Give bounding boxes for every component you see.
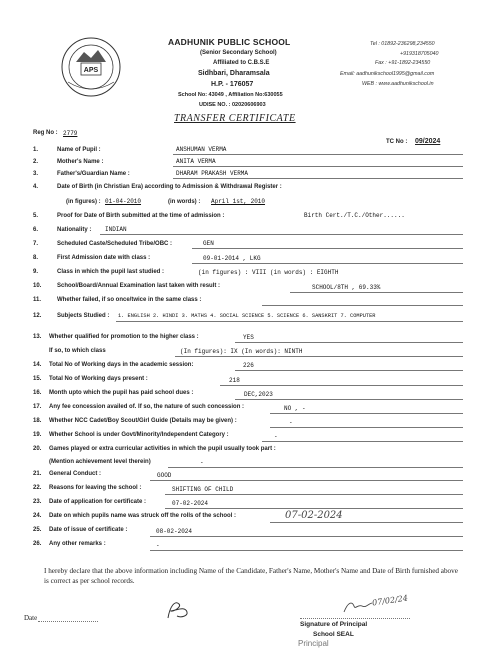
- contact-tel: Tel : 01892-236298,234550: [370, 41, 435, 47]
- principal-handwritten-date: 07/02/24: [371, 593, 409, 608]
- field-22-label: Reasons for leaving the school :: [49, 485, 142, 491]
- principal-signature-mark: [342, 598, 374, 616]
- field-3-label: Father's/Guardian Name :: [57, 171, 130, 177]
- field-1-line: [173, 154, 463, 155]
- field-19-num: 19.: [33, 432, 42, 438]
- field-1-num: 1.: [33, 147, 39, 153]
- contact-web: WEB : www.aadhunikschool.in: [362, 81, 434, 87]
- field-10-label: School/Board/Annual Examination last taken with result :: [57, 283, 221, 289]
- field-12-label: Subjects Studied :: [57, 313, 110, 319]
- certificate-title: TRANSFER CERTIFICATE: [174, 113, 296, 124]
- field-15-value: 218: [229, 377, 240, 384]
- reg-no-label: Reg No :: [33, 130, 58, 136]
- field-24-label: Date on which pupils name was struck off the rolls of the school :: [49, 513, 237, 519]
- school-name: AADHUNIK PUBLIC SCHOOL: [168, 37, 291, 47]
- school-type: (Senior Secondary School): [200, 50, 277, 56]
- field-16-label: Month upto which the pupil has paid school dues :: [49, 390, 194, 396]
- field-5-num: 5.: [33, 213, 39, 219]
- field-23-num: 23.: [33, 499, 42, 505]
- field-18-value: -: [289, 419, 293, 426]
- field-25-value: 08-02-2024: [156, 528, 193, 535]
- field-1-label: Name of Pupil :: [57, 147, 101, 153]
- field-13-value: YES: [243, 334, 254, 341]
- signature-mark: [165, 598, 191, 622]
- field-18-num: 18.: [33, 418, 42, 424]
- date-label: Date: [24, 614, 38, 622]
- field-22-line: [165, 494, 463, 495]
- field-20-line: [168, 467, 463, 468]
- field-4-label: Date of Birth (in Christian Era) according to Admission & Withdrawal Register :: [57, 184, 282, 190]
- field-24-value: 07-02-2024: [285, 510, 343, 521]
- field-26-line: [150, 550, 463, 551]
- field-7-value: GEN: [203, 240, 214, 247]
- school-no: School No: 43049 , Affiliation No:630055: [178, 92, 283, 98]
- field-20b-label: (Mention achievement level therein): [49, 459, 151, 465]
- field-13-num-real: 13.: [33, 334, 42, 340]
- field-13-line: [235, 342, 463, 343]
- field-6-line: [100, 234, 463, 235]
- field-2-num: 2.: [33, 159, 39, 165]
- field-12-value: 1. ENGLISH 2. HINDI 3. MATHS 4. SOCIAL SCIENCE 5. SCIENCE 6. SANSKRIT 7. COMPUTER: [118, 313, 376, 319]
- field-18-label: Whether NCC Cadet/Boy Scout/Girl Guide (Details may be given) :: [49, 418, 237, 424]
- field-23-line: [165, 508, 463, 509]
- field-8-num: 8.: [33, 255, 39, 261]
- field-21-value: GOOD: [157, 472, 172, 479]
- contact-fax: Fax : +91-1892-234550: [375, 60, 431, 66]
- dob-figures-label: (in figures) :: [66, 199, 101, 205]
- field-26-num: 26.: [33, 541, 42, 547]
- field-23-label: Date of application for certificate :: [49, 499, 147, 505]
- field-17-value: NO , -: [284, 405, 306, 412]
- field-25-label: Date of issue of certificate :: [49, 527, 128, 533]
- field-25-num: 25.: [33, 527, 42, 533]
- field-23-value: 07-02-2024: [172, 500, 209, 507]
- field-10-num: 10.: [33, 283, 42, 289]
- field-17-line: [270, 413, 463, 414]
- field-14-num: 14.: [33, 362, 42, 368]
- field-26-label: Any other remarks :: [49, 541, 106, 547]
- field-22-num: 22.: [33, 485, 42, 491]
- field-16-line: [235, 399, 463, 400]
- udise-no: UDISE NO. : 02020606903: [199, 102, 266, 108]
- reg-no-value: 2779: [63, 130, 78, 137]
- field-2-value: ANITA VERMA: [176, 158, 216, 165]
- field-6-num: 6.: [33, 227, 39, 233]
- dob-words-label: (in words) :: [168, 199, 201, 205]
- field-17-label: Any fee concession availed of. If so, the nature of such concession :: [49, 404, 245, 410]
- logo-text: APS: [83, 67, 99, 74]
- principal-stamp-text: Principal: [298, 639, 329, 648]
- field-7-label: Scheduled Caste/Scheduled Tribe/OBC :: [57, 241, 173, 247]
- field-21-label: General Conduct :: [49, 471, 102, 477]
- field-5-label: Proof for Date of Birth submitted at the time of admission :: [57, 213, 225, 219]
- field-6-label: Nationality :: [57, 227, 92, 233]
- field-10-value: SCHOOL/8TH , 69.33%: [312, 284, 381, 291]
- affiliation: Affiliated to C.B.S.E: [213, 60, 270, 66]
- field-2-label: Mother's Name :: [57, 159, 104, 165]
- field-16-value: DEC,2023: [244, 391, 273, 398]
- tc-no-label: TC No :: [386, 139, 408, 145]
- field-18-line: [270, 427, 463, 428]
- field-25-line: [150, 536, 463, 537]
- field-10-line: [290, 292, 463, 293]
- field-12-num: 12.: [33, 313, 42, 319]
- field-21-line: [150, 480, 463, 481]
- field-13b-label: If so, to which class: [49, 348, 106, 354]
- contact-mobile: +919318705040: [400, 51, 439, 57]
- field-14-line: [235, 370, 463, 371]
- field-3-num: 3.: [33, 171, 39, 177]
- field-8-label: First Admission date with class :: [57, 255, 151, 261]
- field-3-line: [173, 178, 463, 179]
- school-logo: [60, 36, 122, 98]
- field-13b-line: [175, 356, 463, 357]
- field-19-value: -: [274, 433, 278, 440]
- field-19-label: Whether School is under Govt/Minority/Independent Category :: [49, 432, 229, 438]
- field-11-label: Whether failed, if so once/twice in the same class :: [57, 297, 202, 303]
- declaration-text: I hereby declare that the above information including Name of the Candidate, Father's Name, Mother's Name and Date of Birth furnished above is correct as per school records.: [44, 567, 458, 585]
- field-9-num: 9.: [33, 269, 39, 275]
- school-seal-label: School SEAL: [313, 631, 354, 638]
- field-14-label: Total No of Working days in the academic session:: [49, 362, 194, 368]
- field-20b-value: -: [200, 459, 204, 466]
- field-1-value: ANSHUMAN VERMA: [176, 146, 227, 153]
- tc-no-value: 09/2024: [415, 138, 441, 145]
- field-7-num: 7.: [33, 241, 39, 247]
- contact-email: Email: aadhunikschool1995@gmail.com: [340, 71, 435, 77]
- field-4-num: 4.: [33, 184, 39, 190]
- field-11-num: 11.: [33, 297, 42, 303]
- field-6-value: INDIAN: [105, 226, 127, 233]
- field-5-value: Birth Cert./T.C./Other......: [304, 212, 405, 219]
- field-24-line: [270, 522, 463, 523]
- field-26-value: -: [156, 542, 160, 549]
- field-16-num: 16.: [33, 390, 42, 396]
- principal-sign-line: [300, 618, 410, 619]
- field-3-value: DHARAM PRAKASH VERMA: [176, 170, 249, 177]
- field-7-line: [192, 248, 463, 249]
- field-12-line: [116, 321, 463, 322]
- dob-figures-value: 01-04-2010: [105, 198, 142, 205]
- field-15-line: [220, 385, 463, 386]
- field-2-line: [173, 166, 463, 167]
- field-24-num: 24.: [33, 513, 42, 519]
- field-9-value: (in figures) : VIII (in words) : EIGHTH: [198, 269, 339, 276]
- date-line: [38, 621, 98, 622]
- field-21-num: 21.: [33, 471, 42, 477]
- field-11-line: [262, 305, 463, 306]
- dob-words-value: April 1st, 2010: [211, 198, 266, 205]
- field-19-line: [262, 441, 463, 442]
- field-13b-value: (In figures): IX (In words): NINTH: [180, 348, 303, 355]
- school-address: Sidhbari, Dharamsala: [198, 70, 270, 77]
- field-8-value: 09-01-2014 , LKG: [203, 255, 261, 262]
- field-15-label: Total No of Working days present :: [49, 376, 148, 382]
- field-17-num: 17.: [33, 404, 42, 410]
- principal-sign-label: Signature of Principal: [300, 621, 368, 628]
- field-15-num: 15.: [33, 376, 42, 382]
- field-9-label: Class in which the pupil last studied :: [57, 269, 165, 275]
- school-state: H.P. - 176057: [211, 81, 254, 88]
- field-20-num: 20.: [33, 446, 42, 452]
- field-14-value: 226: [243, 362, 254, 369]
- field-8-line: [192, 263, 463, 264]
- field-13-label: Whether qualified for promotion to the higher class :: [49, 334, 199, 340]
- field-22-value: SHIFTING OF CHILD: [172, 486, 234, 493]
- field-20-label: Games played or extra curricular activities in which the pupil usually took part :: [49, 446, 276, 452]
